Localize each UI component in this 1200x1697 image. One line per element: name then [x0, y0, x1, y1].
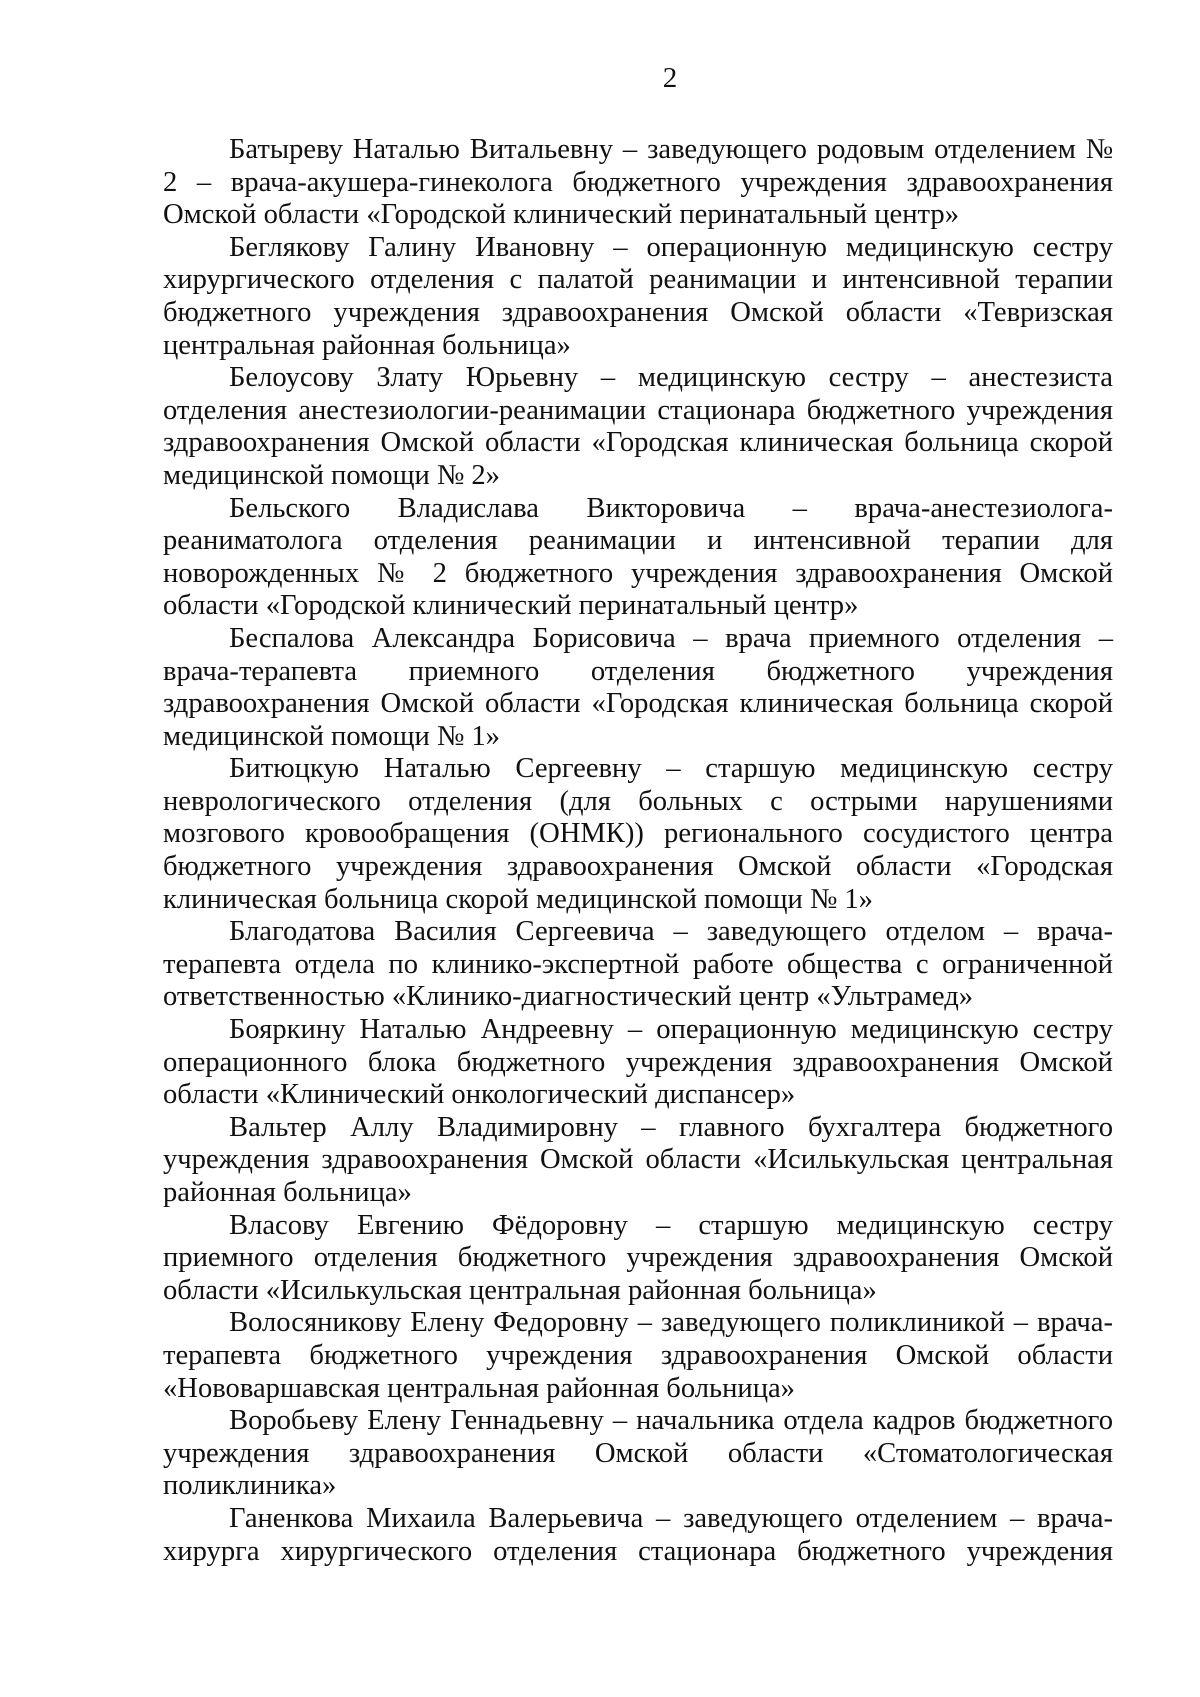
page-number: 2 [662, 62, 678, 94]
list-item: Власову Евгению Фёдоровну – старшую медицинскую сестру приемного отделения бюджетного учреждения здравоохранения Омской области «Исилькульская центральная районная больница» [163, 1209, 1113, 1306]
list-item: Битюцкую Наталью Сергеевну – старшую медицинскую сестру неврологического отделения (для больных с острыми нарушениями мозгового кровообращения (ОНМК)) регионального сосудистого центра бюджетного учреждения здравоохранения Омской области «Городская клиническая больница скорой медицинской помощи № 1» [163, 753, 1113, 915]
list-item: Батыреву Наталью Витальевну – заведующего родовым отделением № 2 – врача-акушера-гинеколога бюджетного учреждения здравоохранения Омской области «Городской клинический перинатальный центр» [163, 134, 1113, 231]
list-item: Белоусову Злату Юрьевну – медицинскую сестру – анестезиста отделения анестезиологии-реанимации стационара бюджетного учреждения здравоохранения Омской области «Городская клиническая больница скорой медицинской помощи № 2» [163, 362, 1113, 491]
list-item: Беспалова Александра Борисовича – врача приемного отделения – врача-терапевта приемного отделения бюджетного учреждения здравоохранения Омской области «Городская клиническая больница скорой медицинской помощи № 1» [163, 622, 1113, 752]
list-item: Беглякову Галину Ивановну – операционную медицинскую сестру хирургического отделения с палатой реанимации и интенсивной терапии бюджетного учреждения здравоохранения Омской области «Тевризская центральная районная больница» [163, 231, 1113, 361]
list-item: Благодатова Василия Сергеевича – заведующего отделом – врача-терапевта отдела по клинико-экспертной работе общества с ограниченной ответственностью «Клинико-диагностический центр «Ультрамед» [163, 916, 1113, 1013]
list-item: Волосяникову Елену Федоровну – заведующего поликлиникой – врача-терапевта бюджетного учреждения здравоохранения Омской области «Нововаршавская центральная районная больница» [163, 1307, 1113, 1404]
list-item: Бельского Владислава Викторовича – врача-анестезиолога-реаниматолога отделения реанимации и интенсивной терапии для новорожденных № 2 бюджетного учреждения здравоохранения Омской области «Городской клинический перинатальный центр» [163, 492, 1113, 622]
list-item: Ганенкова Михаила Валерьевича – заведующего отделением – врача-хирурга хирургического отделения стационара бюджетного учреждения [163, 1502, 1113, 1567]
list-item: Вальтер Аллу Владимировну – главного бухгалтера бюджетного учреждения здравоохранения Омской области «Исилькульская центральная районная больница» [163, 1111, 1113, 1208]
list-item: Бояркину Наталью Андреевну – операционную медицинскую сестру операционного блока бюджетного учреждения здравоохранения Омской области «Клинический онкологический диспансер» [163, 1014, 1113, 1111]
award-list [163, 134, 1113, 1568]
list-item: Воробьеву Елену Геннадьевну – начальника отдела кадров бюджетного учреждения здравоохранения Омской области «Стоматологическая поликлиника» [163, 1405, 1113, 1502]
